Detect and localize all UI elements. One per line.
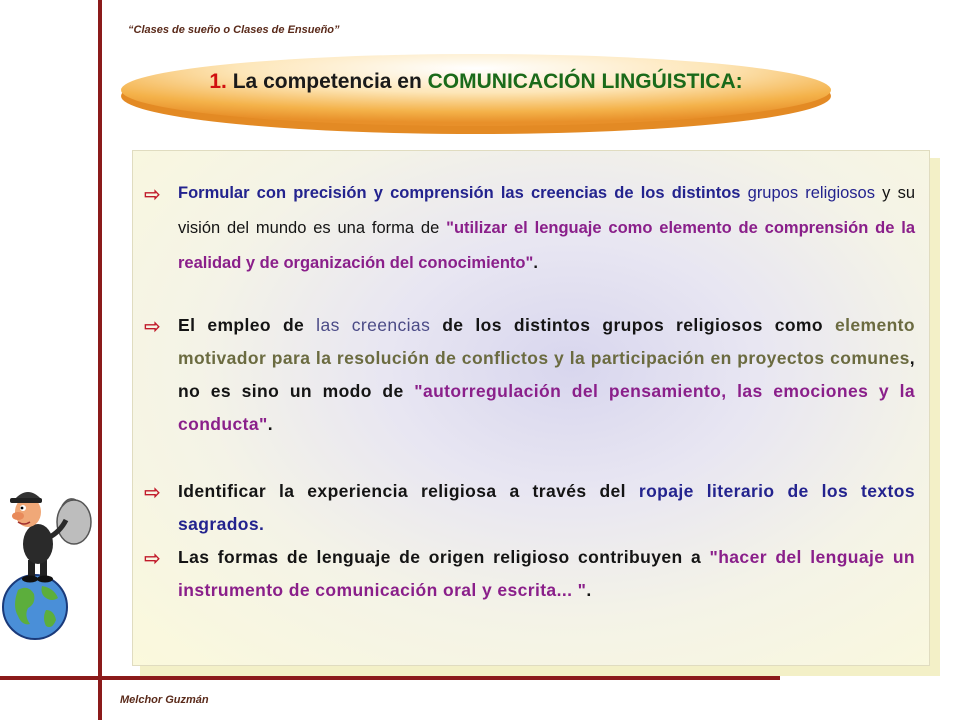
item-2-text-d: elemento motivador para la resolución de conflictos y la participación en proyectos comunes: [178, 315, 915, 368]
item-4-text-a: Las formas de lenguaje de origen religioso contribuyen a: [178, 547, 710, 567]
mascot-on-globe-icon: [0, 482, 96, 652]
slide-subtitle: “Clases de sueño o Clases de Ensueño”: [128, 24, 340, 36]
item-1-period: .: [533, 254, 538, 272]
bullet-item-1: [144, 176, 915, 281]
slide-title: [117, 70, 835, 94]
item-2-text-a: El empleo de: [178, 315, 317, 335]
item-2-text-e: , no es sino un modo de: [178, 348, 915, 401]
item-4-quote: "hacer del lenguaje un instrumento de comunicación oral y escrita... ": [178, 547, 915, 600]
item-2-text-b: las creencias: [316, 315, 431, 335]
item-3-text-b: ropaje literario de los textos sagrados.: [178, 481, 915, 534]
footer-author: Melchor Guzmán: [120, 694, 209, 706]
item-1-quote: "utilizar el lenguaje como elemento de comprensión de la realidad y de organización del conocimiento": [178, 219, 915, 272]
item-2-period: .: [267, 414, 273, 434]
right-arrow-outline-icon: ⇨: [144, 480, 162, 504]
title-number: 1.: [209, 70, 227, 93]
bullet-item-4: [144, 541, 915, 607]
item-1-text-c: y su visión del mundo es una forma de: [178, 184, 915, 237]
item-2-text-c: de los distintos grupos religiosos como: [430, 315, 835, 335]
right-arrow-outline-icon: ⇨: [144, 314, 162, 338]
item-4-period: .: [586, 580, 592, 600]
left-vertical-rule: [98, 0, 102, 720]
item-2-quote: "autorregulación del pensamiento, las emociones y la conducta": [178, 381, 915, 434]
bullet-item-3: [144, 475, 915, 541]
right-arrow-outline-icon: ⇨: [144, 546, 162, 570]
bullet-item-2: [144, 309, 915, 441]
right-arrow-outline-icon: ⇨: [144, 182, 161, 206]
item-1-text-a: Formular con precisión y comprensión las creencias de los distintos: [178, 184, 741, 202]
item-1-text-b: grupos religiosos: [747, 184, 875, 202]
title-accent: COMUNICACIÓN LINGÚISTICA:: [427, 70, 743, 93]
bottom-horizontal-rule: [0, 676, 780, 680]
item-3-text-a: Identificar la experiencia religiosa a través del: [178, 481, 639, 501]
title-text: La competencia en: [232, 70, 422, 93]
